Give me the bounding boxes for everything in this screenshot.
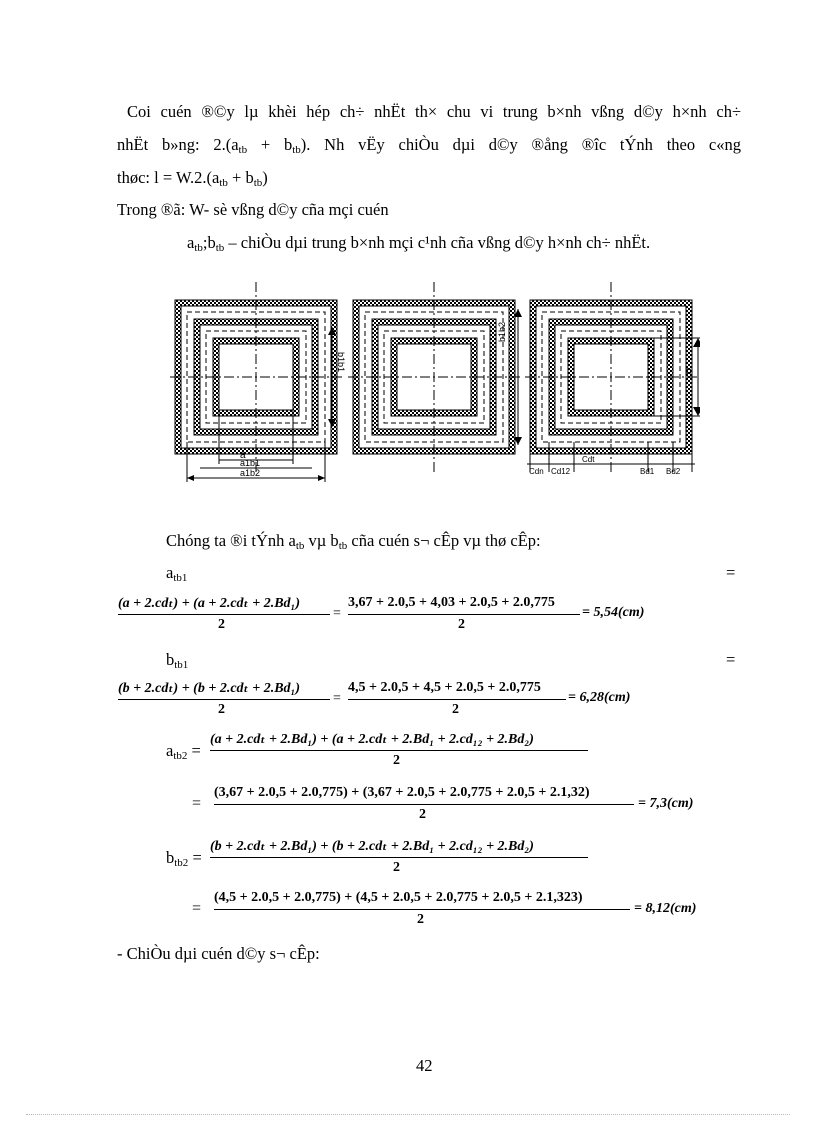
- label-a1b1: a1b1: [240, 458, 261, 468]
- eq1-equals: =: [726, 563, 736, 582]
- paragraph-line-3: thøc: $l = W.2.(a_{tb} + b_{tb})$: [117, 168, 268, 189]
- winding-panel-1: [170, 282, 346, 482]
- closing-line: - ChiÒu dµi cuén d©y s¬ cÊp:: [117, 944, 320, 963]
- page-number: 42: [416, 1056, 433, 1075]
- eq4-result: = 8,12(cm): [634, 901, 697, 916]
- label-b1b1: b1b1: [336, 352, 346, 373]
- paragraph-line-2: nhËt b»ng: $2.(a_{tb} + b_{tb})$. Nh vËy chiÒu dµi d©y ®ång ®îc tÝnh theo c«ng: [117, 135, 741, 156]
- label-cdt: Cdt: [582, 455, 595, 464]
- eq4-equals-2: =: [192, 900, 202, 917]
- eq2-label: $b_{tb1}$: [166, 650, 189, 671]
- document-page: Coi cuén ®©y lµ khèi hép ch÷ nhËt th× chu vi trung b×nh vßng d©y h×nh ch÷ nhËt b»ng: $2.(a_{tb} + b_{tb})$. Nh vËy chiÒu dµi d©y ®ång ®îc tÝnh theo c«ng thøc: $l = W.2.(a_{tb} + b_{tb})$ Trong ®ã: W- sè vßng d©y cña mçi cuén $a_{tb};b_{tb}$ – chiÒu dµi trung b×nh mçi c¹nh cña vßng d©y h×nh ch÷ nhËt. a a1b1 a1b2 b1b1 b1b2 b Cdn Cd12 Cdt Bd1 Bd2 Chóng ta ®i tÝnh $a_{tb}$ vµ $b_{tb}$ cña cuén s¬ cÊp vµ thø cÊp: $a_{tb1}$ = (a + 2.cdₜ) + (a + 2.cdₜ + 2.Bd₁) 2 = 3,67 + 2.0,5 + 4,03 + 2.0,5 + 2.0,775 2 = 5,54(cm) $b_{tb1}$ = (b + 2.cdₜ) + (b + 2.cdₜ + 2.Bd₁) 2 = 4,5 + 2.0,5 + 4,5 + 2.0,5 + 2.0,775 2 = 6,28(cm) $a_{tb2}$ = (a + 2.cdₜ + 2.Bd₁) + (a + 2.cdₜ + 2.Bd₁ + 2.cd₁₂ + 2.Bd₂) 2 = (3,67 + 2.0,5 + 2.0,775) + (3,67 + 2.0,5 + 2.0,775 + 2.0,5 + 2.1,32) 2 = 7,3(cm) $b_{tb2}$ = (b + 2.cdₜ + 2.Bd₁) + (b + 2.cdₜ + 2.Bd₁ + 2.cd₁₂ + 2.Bd₂) 2 = (4,5 + 2.0,5 + 2.0,775) + (4,5 + 2.0,5 + 2.0,775 + 2.0,5 + 2.1,323) 2 = 8,12(cm) - ChiÒu dµi cuén d©y s¬ cÊp: 42: [0, 0, 816, 1123]
- eq2-result: = 6,28(cm): [568, 690, 631, 705]
- label-cd12: Cd12: [551, 467, 571, 476]
- label-a1b2: a1b2: [240, 468, 261, 478]
- label-a: a: [240, 450, 246, 461]
- eq1-label: $a_{tb1}$: [166, 563, 188, 584]
- paragraph-line-4: Trong ®ã: W- sè vßng d©y cña mçi cuén: [117, 200, 389, 219]
- label-bd1: Bd1: [640, 467, 655, 476]
- eq4-label: $b_{tb2}$ =: [166, 848, 202, 869]
- label-bd2: Bd2: [666, 467, 681, 476]
- eq1-equals-mid: =: [333, 606, 341, 621]
- paragraph-line-1: Coi cuén ®©y lµ khèi hép ch÷ nhËt th× chu vi trung b×nh vßng d©y h×nh ch÷: [127, 102, 741, 121]
- label-b1b2: b1b2: [497, 321, 507, 342]
- paragraph-line-5: $a_{tb};b_{tb}$ – chiÒu dµi trung b×nh mçi c¹nh cña vßng d©y h×nh ch÷ nhËt.: [187, 233, 651, 254]
- eq3-equals-2: =: [192, 795, 202, 812]
- eq2-equals-mid: =: [333, 691, 341, 706]
- eq2-equals: =: [726, 650, 736, 669]
- footer-divider: [26, 1114, 790, 1115]
- eq1-result: = 5,54(cm): [582, 605, 645, 620]
- eq3-label: $a_{tb2}$ =: [166, 741, 201, 762]
- winding-panel-2: [348, 282, 522, 472]
- eq3-result: = 7,3(cm): [638, 796, 694, 811]
- winding-panel-3: [525, 282, 700, 476]
- winding-cross-section-figure: [170, 282, 700, 487]
- label-cdn: Cdn: [529, 467, 544, 476]
- intro-sentence: Chóng ta ®i tÝnh $a_{tb}$ vµ $b_{tb}$ cña cuén s¬ cÊp vµ thø cÊp:: [166, 531, 541, 552]
- label-b: b: [686, 366, 692, 377]
